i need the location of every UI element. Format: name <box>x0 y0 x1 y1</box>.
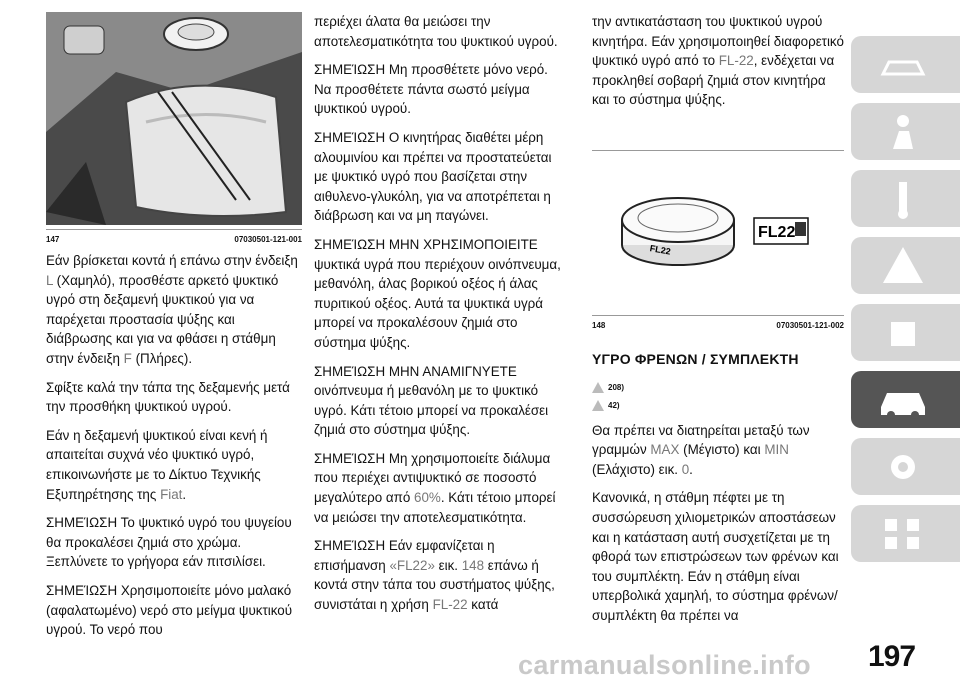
min-mark: MIN <box>764 442 789 458</box>
paragraph <box>46 251 302 369</box>
text: κατά <box>467 597 499 613</box>
note-paragraph <box>314 449 568 527</box>
figure-divider <box>46 229 302 230</box>
fl22-label: «FL22» <box>389 557 435 573</box>
tab-safety[interactable] <box>851 103 960 160</box>
fl22-spec: FL-22 <box>718 53 754 69</box>
text: (Ελάχιστο) εικ. <box>592 461 682 477</box>
paragraph: Κανονικά, η στάθμη πέφτει με τη συσσώρευση χιλιομετρικών αποστάσεων και η κατάσταση αυτή συσχετίζεται με τη φθορά των επιστρώσεων των φρένων και του συμπλέκτη. Εάν η στάθμη είναι υπερβολικά χαμηλή, το σύστημα φρένων/συμπλέκτη θα πρέπει να <box>592 490 839 623</box>
text: Θα πρέπει να διατηρείται μεταξύ των γραμμών <box>592 422 810 458</box>
paragraph <box>592 421 844 480</box>
brand-name: Fiat <box>160 486 183 502</box>
key-icon <box>873 174 933 224</box>
figure-code: 07030501-121-002 <box>776 321 844 330</box>
figure-code: 07030501-121-001 <box>234 235 302 244</box>
figure-147-caption <box>46 235 302 244</box>
tab-technical-data[interactable] <box>851 438 960 495</box>
note-paragraph: ΣΗΜΕΊΩΣΗ Μη προσθέτετε μόνο νερό. Να προσθέτετε πάντα σωστό μείγμα ψυκτικού υγρού. <box>314 62 548 117</box>
alphabet-index-icon <box>873 509 933 559</box>
paragraph <box>46 426 302 504</box>
gear-icon <box>873 442 933 492</box>
jack-icon <box>873 308 933 358</box>
text: επάνω ή κοντά στην τάπα του συστήματος ψύξης, συνιστάται η χρήση <box>314 557 555 613</box>
warning-ref-number: 208) <box>608 382 625 392</box>
note-paragraph: ΣΗΜΕΊΩΣΗ ΜΗΝ ΧΡΗΣΙΜΟΠΟΙΕΙΤΕ ψυκτικά υγρά που περιέχουν οινόπνευμα, μεθανόλη, άλας βορικού οξέος ή άλας πυριτικού οξέος. Αυτά τα ψυκτικά υγρά μπορεί να προκαλέσουν ζημιά στο σύστημα ψύξης. <box>314 236 561 350</box>
paragraph <box>592 12 844 110</box>
paragraph: περιέχει άλατα θα μειώσει την αποτελεσματικότητα του ψυκτικού υγρού. <box>314 14 558 49</box>
text: , ενδέχεται να προκληθεί σοβαρή ζημιά στον κινητήρα και το σύστημα ψύξης. <box>592 53 835 108</box>
fl22-spec: FL-22 <box>432 597 468 613</box>
figure-148-caption <box>592 321 844 330</box>
tab-servicing[interactable] <box>851 371 960 428</box>
watermark: carmanualsonline.info <box>518 650 811 680</box>
text: . <box>182 486 187 502</box>
text: (Πλήρες). <box>131 350 193 366</box>
cap-ring-text: FL22 <box>649 243 672 257</box>
seatbelt-icon <box>873 107 933 157</box>
caution-triangle-icon <box>592 400 604 411</box>
note-paragraph: ΣΗΜΕΊΩΣΗ Ο κινητήρας διαθέτει μέρη αλουμινίου και πρέπει να προστατεύεται με ψυκτικό υγρό που βασίζεται στην αιθυλενο-γλυκόλη, για να αποτρέπεται η διάβρωση και να μη παγώνει. <box>314 129 552 224</box>
figure-ref-link[interactable]: 0 <box>681 461 690 477</box>
tab-index[interactable] <box>851 505 960 562</box>
text: Εάν βρίσκεται κοντά ή επάνω στην ένδειξη <box>46 253 298 268</box>
column-3-bottom-text <box>592 350 844 635</box>
text: την αντικατάσταση του ψυκτικού υγρού κινητήρα. Εάν χρησιμοποιηθεί διαφορετικό ψυκτικό υγρό από το <box>592 14 844 69</box>
paragraph: Σφίξτε καλά την τάπα της δεξαμενής μετά την προσθήκη ψυκτικού υγρού. <box>46 379 290 415</box>
section-heading: ΥΓΡΟ ΦΡΕΝΩΝ / ΣΥΜΠΛΕΚΤΗ <box>592 351 799 367</box>
level-mark-full: F <box>123 350 132 366</box>
note-paragraph: ΣΗΜΕΊΩΣΗ Χρησιμοποιείτε μόνο μαλακό (αφαλατωμένο) νερό στο μείγμα ψυκτικού υγρού. Το νερό που <box>46 582 293 638</box>
tab-emergency[interactable] <box>851 304 960 361</box>
coolant-reservoir-photo <box>46 12 302 225</box>
figure-divider <box>592 315 844 316</box>
warning-triangle-icon <box>592 382 604 393</box>
caution-ref-number: 42) <box>608 400 620 410</box>
column-2-text <box>314 12 568 624</box>
fl22-cap-illustration <box>592 150 846 312</box>
note-paragraph <box>314 536 568 614</box>
figure-number: 147 <box>46 235 60 244</box>
figure-number: 148 <box>592 321 606 330</box>
column-3-top-text <box>592 12 844 119</box>
car-outline-icon <box>873 40 933 90</box>
text: ΣΗΜΕΊΩΣΗ Εάν εμφανίζεται η επισήμανση <box>314 538 495 573</box>
level-mark-low: L <box>46 272 53 288</box>
tab-warning-lights[interactable] <box>851 237 960 294</box>
figure-ref-link[interactable]: 148 <box>461 557 485 573</box>
text: εικ. <box>434 557 462 573</box>
text: . Κάτι τέτοιο μπορεί να μειώσει την αποτελεσματικότητα. <box>314 490 556 525</box>
tab-knowing-vehicle[interactable] <box>851 36 960 93</box>
note-paragraph: ΣΗΜΕΊΩΣΗ Το ψυκτικό υγρό του ψυγείου θα προκαλέσει ζημιά στο χρώμα. Ξεπλύνετε το γρήγορα εάν πιτσιλίσει. <box>46 515 292 570</box>
max-mark: MAX <box>650 442 680 458</box>
note-paragraph: ΣΗΜΕΊΩΣΗ ΜΗΝ ΑΝΑΜΙΓΝΥΕΤΕ οινόπνευμα ή μεθανόλη με το ψυκτικό υγρό. Κάτι τέτοιο μπορεί να προκαλέσει ζημιά στο σύστημα ψύξης. <box>314 363 549 438</box>
radiator-cap-icon <box>592 150 846 312</box>
caution-ref <box>592 397 844 415</box>
warning-light-icon <box>873 241 933 291</box>
chapter-tabs <box>851 36 960 572</box>
text: . <box>689 461 693 477</box>
engine-bay-illustration <box>46 12 302 225</box>
fl22-badge-text: FL22 <box>758 224 796 241</box>
tab-starting-driving[interactable] <box>851 170 960 227</box>
page-number: 197 <box>868 640 916 673</box>
percent-value: 60% <box>414 490 441 506</box>
text: ΣΗΜΕΊΩΣΗ Μη χρησιμοποιείτε διάλυμα που περιέχει αντιψυκτικό σε ποσοστό μεγαλύτερο από <box>314 450 551 506</box>
warning-ref <box>592 379 844 397</box>
text: Εάν η δεξαμενή ψυκτικού είναι κενή ή απαιτείται συχνά νέο ψυκτικό υγρό, επικοινωνήστε με το Δίκτυο Τεχνικής Εξυπηρέτησης της <box>46 427 268 502</box>
text: (Χαμηλό), προσθέστε αρκετό ψυκτικό υγρό στη δεξαμενή ψυκτικού για να παρέχεται προστασία ψύξης και διάβρωσης και για να φθάσει η στάθμη στην ένδειξη <box>46 272 279 366</box>
book-icon <box>795 222 806 236</box>
text: (Μέγιστο) και <box>679 442 765 458</box>
column-1-text <box>46 251 302 649</box>
car-service-icon <box>873 375 933 425</box>
